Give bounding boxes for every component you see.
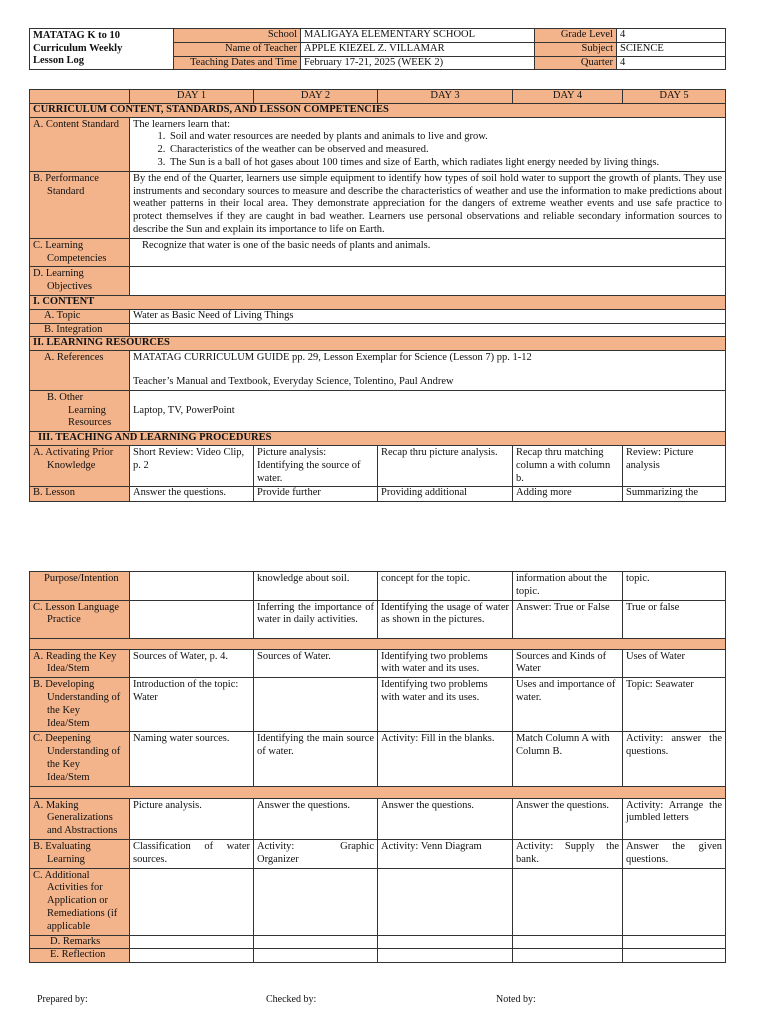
table-cell: Adding more [513, 487, 623, 502]
label-line: the Key [47, 704, 80, 716]
label-line: D. Learning [33, 268, 84, 280]
table-cell: Picture analysis. [130, 798, 254, 839]
references-cell [130, 351, 726, 391]
table-cell: Match Column A with Column B. [513, 732, 623, 786]
integration-text [130, 323, 726, 337]
lesson-purpose-label-cont: Purpose/Intention [30, 572, 130, 601]
day-header: DAY 1 [130, 90, 254, 104]
evaluating-label [30, 839, 130, 868]
label-line: Remediations (if [47, 907, 118, 919]
school-label: School [174, 29, 301, 43]
additional-activities-label [30, 868, 130, 935]
section-resources-heading: II. LEARNING RESOURCES [30, 337, 726, 351]
teacher-label: Name of Teacher [174, 42, 301, 56]
references-line: MATATAG CURRICULUM GUIDE pp. 29, Lesson Exemplar for Science (Lesson 7) pp. 1-12 [133, 352, 532, 364]
prepared-by-label: Prepared by: [37, 994, 88, 1005]
table-cell: Uses and importance of water. [513, 678, 623, 732]
reading-key-idea-label [30, 649, 130, 678]
table-cell [130, 572, 254, 601]
section-procedures-heading: III. TEACHING AND LEARNING PROCEDURES [30, 432, 726, 446]
table-cell: Sources of Water. [254, 649, 378, 678]
section-curriculum-heading: CURRICULUM CONTENT, STANDARDS, AND LESSON COMPETENCIES [30, 103, 726, 117]
table-cell [378, 935, 513, 949]
list-item: 1. Soil and water resources are needed by plants and animals to live and grow. [168, 131, 722, 144]
table-cell: Picture analysis: Identifying the source of water. [254, 445, 378, 486]
table-cell: Identifying two problems with water and its uses. [378, 649, 513, 678]
table-cell [623, 868, 726, 935]
label-line: Practice [47, 614, 81, 626]
table-cell: Uses of Water [623, 649, 726, 678]
label-line: Learning [47, 853, 85, 865]
label-line: A. Reading the Key [33, 650, 117, 662]
table-cell: Activity: Venn Diagram [378, 839, 513, 868]
checked-by-label: Checked by: [266, 994, 317, 1005]
label-line: Competencies [47, 252, 107, 264]
subject-label: Subject [535, 42, 617, 56]
label-line: the Key [47, 758, 80, 770]
table-cell [623, 949, 726, 963]
label-line: applicable [47, 920, 91, 932]
table-cell: Recap thru matching column a with column b. [513, 445, 623, 486]
log-title-line: Lesson Log [33, 55, 85, 67]
header-table [29, 28, 726, 70]
label-line: Learning [68, 404, 106, 416]
table-cell: Identifying the usage of water as shown in the pictures. [378, 600, 513, 638]
school-value: MALIGAYA ELEMENTARY SCHOOL [301, 29, 535, 43]
table-cell [254, 949, 378, 963]
objectives-label [30, 267, 130, 296]
table-cell: Sources of Water, p. 4. [130, 649, 254, 678]
performance-standard-label [30, 171, 130, 238]
table-cell: Inferring the importance of water in daily activities. [254, 600, 378, 638]
table-cell [254, 678, 378, 732]
label-line: Idea/Stem [47, 771, 90, 783]
references-label: A. References [30, 351, 130, 391]
list-item: 3. The Sun is a ball of hot gases about 100 times and size of Earth, which radiates light energy needed by living things. [168, 157, 722, 170]
table-cell: Introduction of the topic: Water [130, 678, 254, 732]
section-content-heading: I. CONTENT [30, 295, 726, 309]
language-practice-label [30, 600, 130, 638]
table-cell [254, 868, 378, 935]
table-cell: Identifying the main source of water. [254, 732, 378, 786]
day-header: DAY 3 [378, 90, 513, 104]
table-cell [130, 868, 254, 935]
label-line: Idea/Stem [47, 717, 90, 729]
label-line: C. Learning [33, 239, 84, 251]
label-line: Understanding of [47, 691, 121, 703]
table-cell: concept for the topic. [378, 572, 513, 601]
content-standard-label: A. Content Standard [30, 117, 130, 171]
label-line: B. Performance [33, 172, 99, 184]
reflection-label: E. Reflection [30, 949, 130, 963]
table-cell [378, 949, 513, 963]
dates-value: February 17-21, 2025 (WEEK 2) [301, 56, 535, 70]
table-cell: Activity: Fill in the blanks. [378, 732, 513, 786]
topic-label: A. Topic [30, 309, 130, 323]
objectives-text [130, 267, 726, 296]
references-line: Teacher’s Manual and Textbook, Everyday Science, Tolentino, Paul Andrew [133, 375, 454, 387]
lesson-purpose-label: B. Lesson [30, 487, 130, 502]
dates-label: Teaching Dates and Time [174, 56, 301, 70]
table-cell [130, 935, 254, 949]
separator-row [30, 786, 726, 798]
table-cell: Identifying two problems with water and its uses. [378, 678, 513, 732]
teacher-value: APPLE KIEZEL Z. VILLAMAR [301, 42, 535, 56]
activating-label [30, 445, 130, 486]
label-line: and Abstractions [47, 825, 118, 837]
table-cell [130, 949, 254, 963]
table-cell: Naming water sources. [130, 732, 254, 786]
label-line: B. Other [47, 391, 84, 403]
label-line: B. Developing [33, 679, 95, 691]
lesson-log-table-continued [29, 571, 726, 963]
content-standard-intro: The learners learn that: [133, 118, 231, 130]
label-line: A. Making [33, 799, 79, 811]
table-cell: Short Review: Video Clip, p. 2 [130, 445, 254, 486]
table-cell [130, 600, 254, 638]
table-cell [513, 949, 623, 963]
table-cell: Summarizing the [623, 487, 726, 502]
table-cell: Answer the questions. [254, 798, 378, 839]
competencies-label [30, 238, 130, 267]
table-cell: True or false [623, 600, 726, 638]
table-cell: Review: Picture analysis [623, 445, 726, 486]
list-item: 2. Characteristics of the weather can be observed and measured. [168, 144, 722, 157]
label-line: Generalizations [47, 812, 113, 824]
table-cell: Answer the questions. [513, 798, 623, 839]
other-resources-text: Laptop, TV, PowerPoint [130, 390, 726, 431]
log-title [30, 29, 174, 70]
developing-label [30, 678, 130, 732]
log-title-line: MATATAG K to 10 [33, 30, 121, 41]
table-cell: Providing additional [378, 487, 513, 502]
table-cell: topic. [623, 572, 726, 601]
grade-level-label: Grade Level [535, 29, 617, 43]
table-cell: Activity: answer the questions. [623, 732, 726, 786]
label-line: Idea/Stem [47, 663, 90, 675]
table-cell [513, 868, 623, 935]
lesson-log-table [29, 89, 726, 502]
day-header: DAY 4 [513, 90, 623, 104]
content-standard-cell [130, 117, 726, 171]
label-line: Understanding of [47, 746, 121, 758]
label-line: Knowledge [47, 459, 96, 471]
table-cell: Answer the given questions. [623, 839, 726, 868]
table-cell: knowledge about soil. [254, 572, 378, 601]
table-cell: Answer the questions. [378, 798, 513, 839]
separator-row [30, 638, 726, 649]
deepening-label [30, 732, 130, 786]
day-header: DAY 2 [254, 90, 378, 104]
signature-row [0, 994, 768, 1008]
day-header: DAY 5 [623, 90, 726, 104]
label-line: C. Lesson Language [33, 601, 120, 613]
table-cell: Provide further [254, 487, 378, 502]
label-line: C. Deepening [33, 733, 91, 745]
content-standard-list [133, 131, 722, 169]
table-cell [378, 868, 513, 935]
integration-label: B. Integration [30, 323, 130, 337]
day-header-blank [30, 90, 130, 104]
table-cell [623, 935, 726, 949]
competencies-text: Recognize that water is one of the basic needs of plants and animals. [130, 238, 726, 267]
label-line: Activities for [47, 882, 103, 894]
table-cell [513, 935, 623, 949]
table-cell [254, 935, 378, 949]
table-cell: Activity: Arrange the jumbled letters [623, 798, 726, 839]
table-cell: Answer the questions. [130, 487, 254, 502]
label-line: B. Evaluating [33, 840, 91, 852]
performance-standard-text: By the end of the Quarter, learners use simple equipment to identify how types of soil hold water to support the growth of plants. They use instruments and secondary sources to measure and describe the characteristics of weather and use the information to make predictions about weather patterns in their local area. They demonstrate appreciation for the dangers of extreme weather events and use safe practice to protect themselves if they are caught in bad weather. Learners use personal observations and reliable secondary information sources to describe the Sun and explain its importance to life on Earth. [130, 171, 726, 238]
log-title-line: Curriculum Weekly [33, 42, 123, 54]
label-line: C. Additional [33, 869, 90, 881]
topic-text: Water as Basic Need of Living Things [130, 309, 726, 323]
table-cell: Answer: True or False [513, 600, 623, 638]
generalizations-label [30, 798, 130, 839]
quarter-label: Quarter [535, 56, 617, 70]
subject-value: SCIENCE [617, 42, 726, 56]
table-cell: Sources and Kinds of Water [513, 649, 623, 678]
label-line: Application or [47, 895, 108, 907]
table-cell: Recap thru picture analysis. [378, 445, 513, 486]
table-cell: Classification of water sources. [130, 839, 254, 868]
label-line: Objectives [47, 281, 92, 293]
table-cell: Activity: Graphic Organizer [254, 839, 378, 868]
grade-level-value: 4 [617, 29, 726, 43]
table-cell: Activity: Supply the bank. [513, 839, 623, 868]
quarter-value: 4 [617, 56, 726, 70]
table-cell: information about the topic. [513, 572, 623, 601]
label-line: A. Activating Prior [33, 446, 114, 458]
remarks-label: D. Remarks [30, 935, 130, 949]
noted-by-label: Noted by: [496, 994, 536, 1005]
other-resources-label [30, 390, 130, 431]
table-cell: Topic: Seawater [623, 678, 726, 732]
label-line: Resources [68, 417, 112, 429]
label-line: Standard [47, 185, 85, 197]
